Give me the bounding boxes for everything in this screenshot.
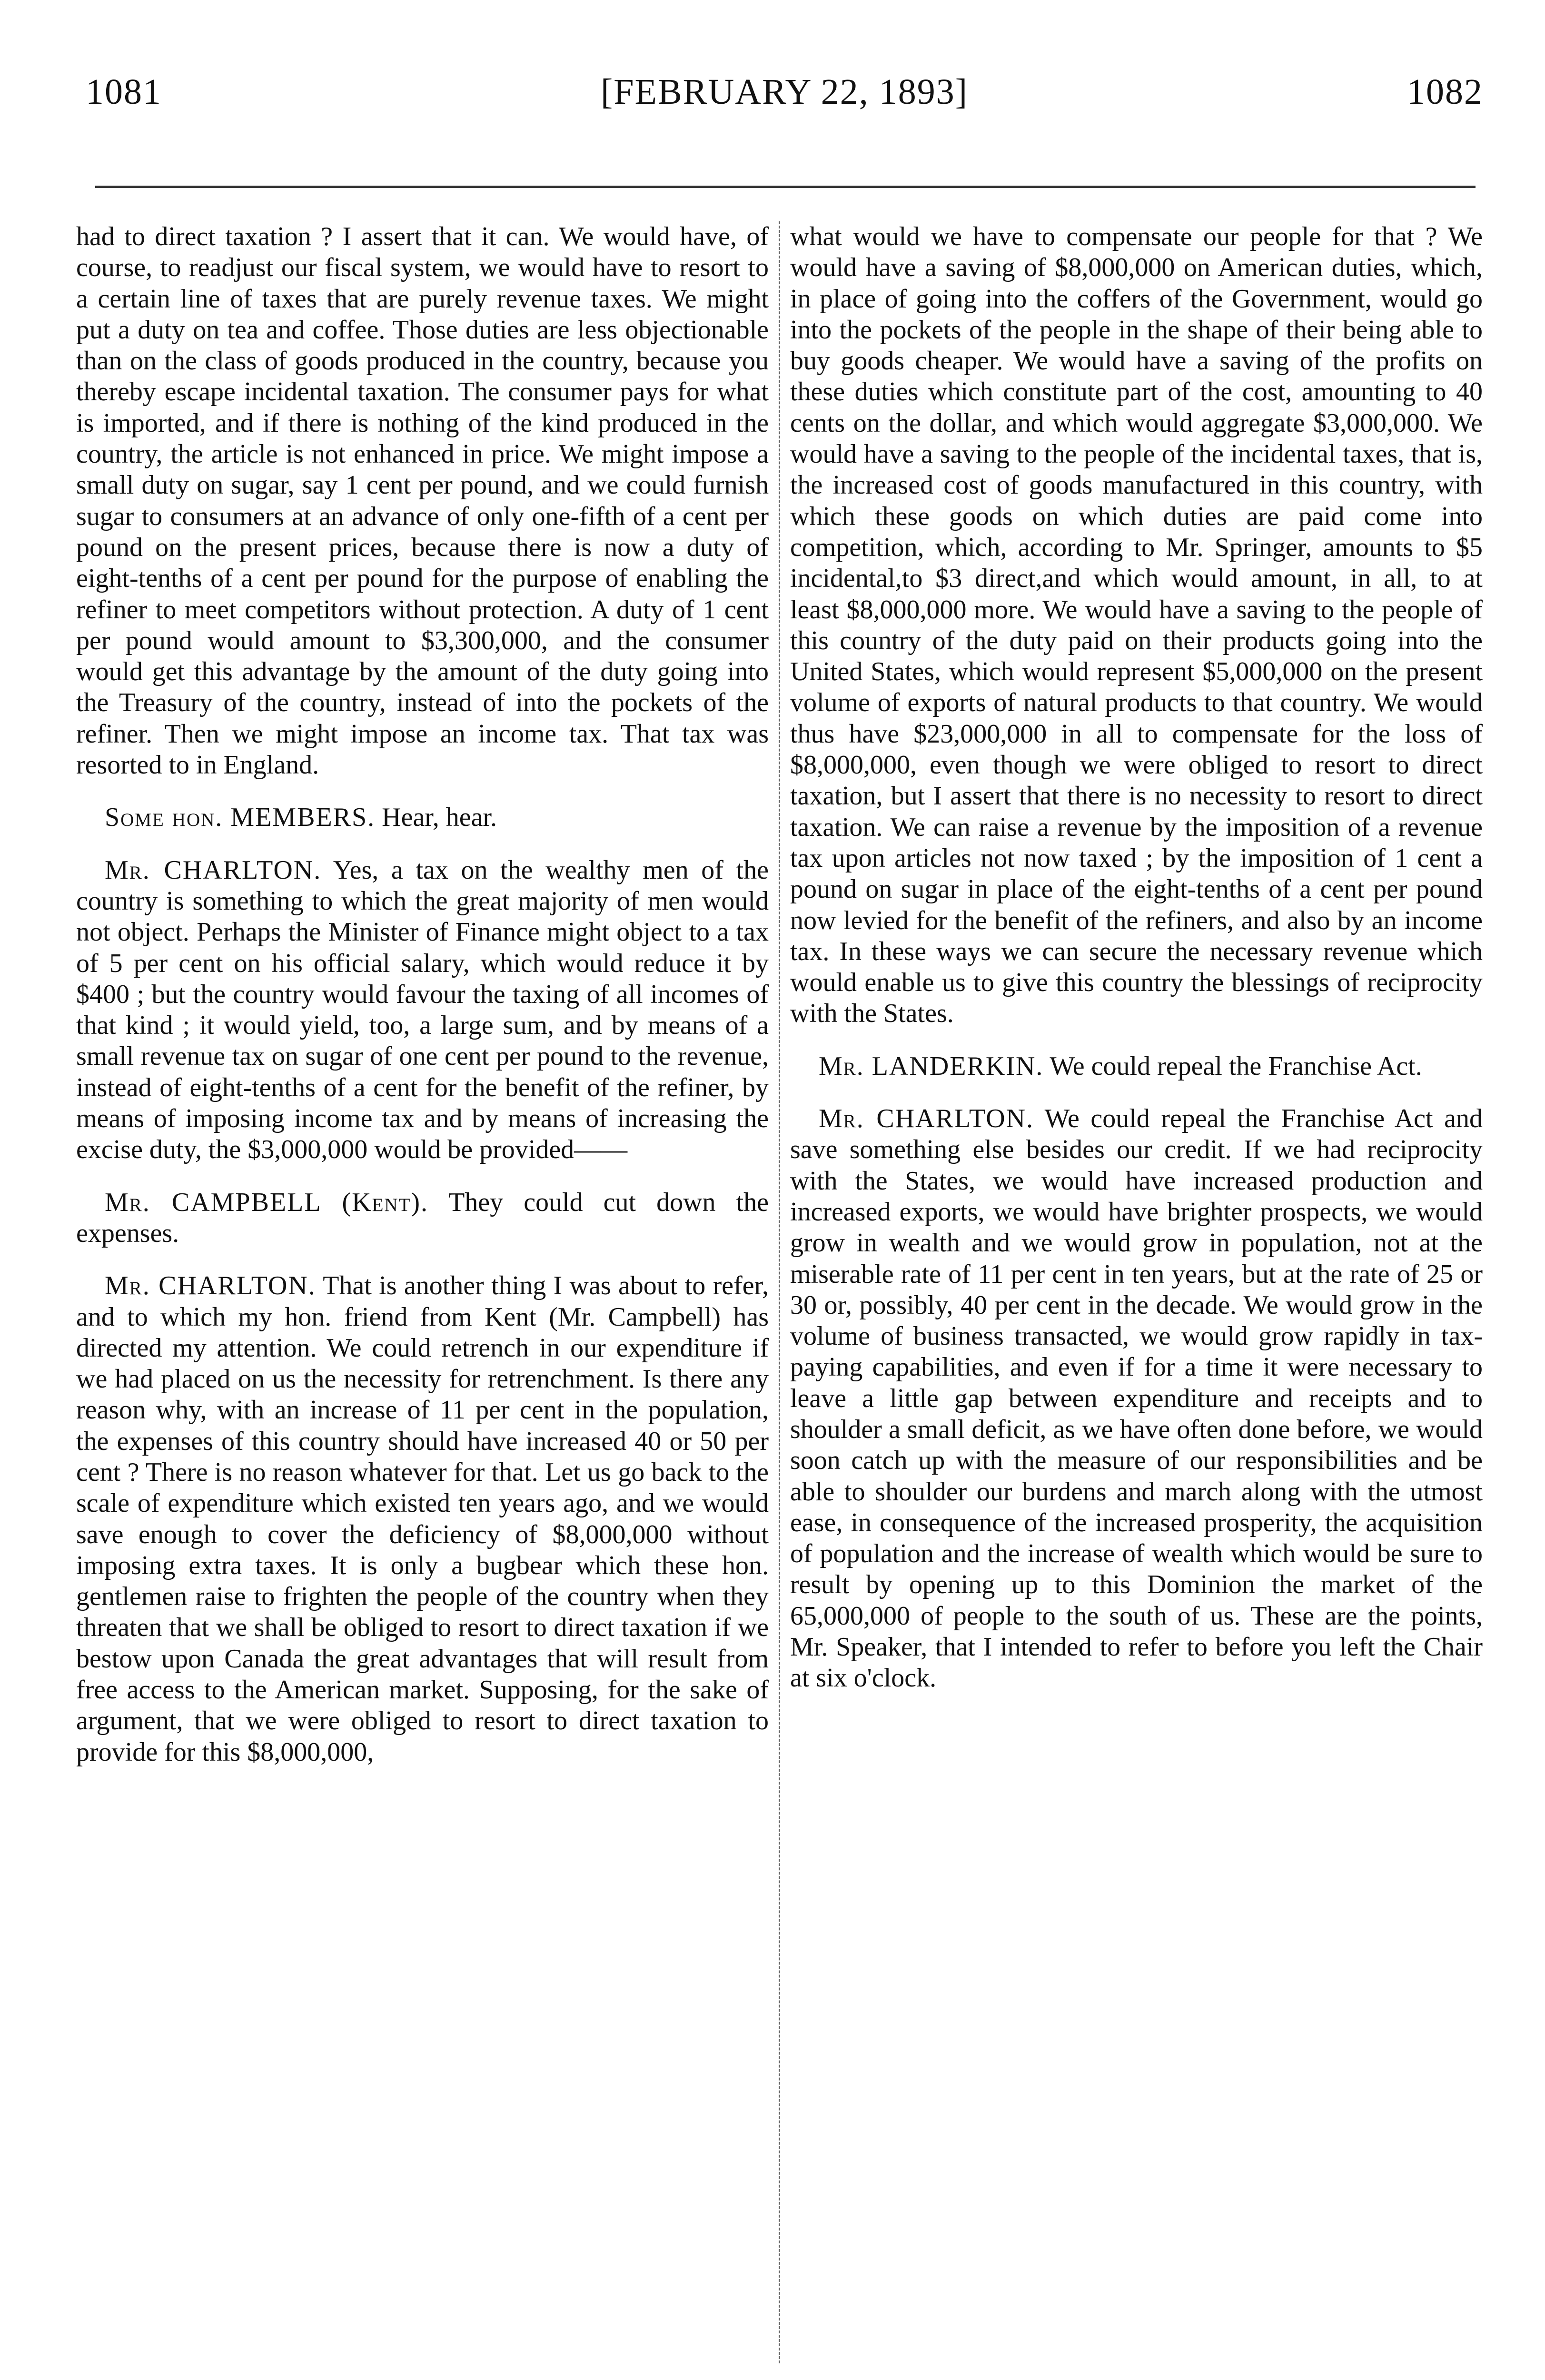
page-number-left: 1081 xyxy=(86,72,162,112)
speech-text: They could cut down the expenses. xyxy=(76,1187,769,1248)
left-column xyxy=(76,221,769,2380)
interjection-landerkin xyxy=(790,1051,1483,1082)
right-paragraph-continued: what would we have to compensate our people for that ? We would have a saving of $8,000,000 on American duties, which, in place of going into the coffers of the Government, would go into the pockets of the people in the shape of their being able to buy goods cheaper. We would have a saving of the profits on these duties which constitute part of the cost, amounting to 40 cents on the dollar, and which would aggregate $3,000,000. We would have a saving to the people of the incidental taxes, that is, the increased cost of goods manufactured in this country, with which these goods on which duties are paid come into competition, which, according to Mr. Springer, amounts to $5 incidental,to $3 direct,and which would amount, in all, to at least $8,000,000 more. We would have a saving to the people of this country of the duty paid on their products going into the United States, which would represent $5,000,000 on the present volume of exports of natural products to that country. We would thus have $23,000,000 in all to compensate for the loss of $8,000,000, even though we were obliged to resort to direct taxation, but I assert that there is no necessity to resort to direct taxation. We can raise a revenue by the imposition of a revenue tax upon articles not now taxed ; by the imposition of 1 cent a pound on sugar in place of the eight-tenths of a cent per pound now levied for the benefit of the refiners, and also by an income tax. In these ways we can secure the necessary revenue which would enable us to give this country the blessings of reciprocity with the States. xyxy=(790,222,1483,1029)
speaker-name: Mr. LANDERKIN. xyxy=(819,1051,1044,1081)
speech-charlton xyxy=(76,1270,769,1768)
speaker-name: Some hon. MEMBERS. xyxy=(105,803,376,833)
speaker-name: Mr. CAMPBELL (Kent). xyxy=(105,1187,429,1217)
right-column xyxy=(790,221,1483,2380)
speaker-name: Mr. CHARLTON. xyxy=(819,1104,1034,1134)
speech-text: Yes, a tax on the wealthy men of the country is something to which the great majority of men would not object. Perhaps the Minister of Finance might object to a tax of 5 per cent on his official salary, which would reduce it by $400 ; but the country would favour the taxing of all incomes of that kind ; it would yield, too, a large sum, and by means of a small revenue tax on sugar of one cent per pound to the revenue, instead of eight-tenths of a cent for the benefit of the refiner, by means of imposing income tax and by means of increasing the excise duty, the $3,000,000 would be provided—— xyxy=(76,855,769,1165)
speech-text: That is another thing I was about to refer, and to which my hon. friend from Kent (Mr. Campbell) has directed my attention. We could retrench in our expenditure if we had placed on us the necessity for retrenchment. Is there any reason why, with an increase of 11 per cent in the population, the expenses of this country should have increased 40 or 50 per cent ? There is no reason whatever for that. Let us go back to the scale of expenditure which existed ten years ago, and we would save enough to cover the deficiency of $8,000,000 without imposing extra taxes. It is only a bugbear which these hon. gentlemen raise to frighten the people of the country when they threaten that we shall be obliged to resort to direct taxation if we bestow upon Canada the great advantages that will result from free access to the American market. Supposing, for the sake of argument, that we were obliged to resort to direct taxation to provide for this $8,000,000, xyxy=(76,1271,769,1767)
header-date: [FEBRUARY 22, 1893] xyxy=(600,72,969,112)
interjection-hon-members xyxy=(76,802,769,833)
header-rule xyxy=(95,186,1476,188)
page-header xyxy=(86,71,1483,124)
speaker-name: Mr. CHARLTON. xyxy=(105,1271,316,1301)
speaker-name: Mr. CHARLTON. xyxy=(105,855,322,885)
speech-charlton xyxy=(790,1103,1483,1694)
speech-text: Hear, hear. xyxy=(375,803,497,833)
speech-text: We could repeal the Franchise Act and save something else besides our credit. If we had reciprocity with the States, we would have increased production and increased exports, we would have brighter prospects, we would grow in wealth and we would grow in population, not at the miserable rate of 11 per cent in ten years, but at the rate of 25 or 30 or, possibly, 40 per cent in the decade. We would grow in the volume of business transacted, we would grow rapidly in tax-paying capabilities, and even if for a time it were necessary to leave a little gap between expenditure and receipts and to shoulder a small deficit, as we have often done before, we would soon catch up with the measure of our responsibilities and be able to shoulder our burdens and march along with the utmost ease, in consequence of the increased prosperity, the acquisition of population and the increase of wealth which would be sure to result by opening up to this Dominion the market of the 65,000,000 of people to the south of us. These are the points, Mr. Speaker, that I intended to refer to before you left the Chair at six o'clock. xyxy=(790,1104,1483,1693)
speech-charlton xyxy=(76,855,769,1166)
column-divider xyxy=(779,221,780,2363)
speech-text: We could repeal the Franchise Act. xyxy=(1043,1051,1422,1081)
interjection-campbell xyxy=(76,1187,769,1250)
page-number-right: 1082 xyxy=(1407,72,1483,112)
left-paragraph-continued: had to direct taxation ? I assert that it can. We would have, of course, to readjust our fiscal system, we would have to resort to a certain line of taxes that are purely revenue taxes. We might put a duty on tea and coffee. Those duties are less objectionable than on the class of goods produced in the country, because you thereby escape incidental taxation. The consumer pays for what is imported, and if there is nothing of the kind produced in the country, the article is not enhanced in price. We might impose a small duty on sugar, say 1 cent per pound, and we could furnish sugar to consumers at an advance of only one-fifth of a cent per pound on the present prices, because there is now a duty of eight-tenths of a cent per pound for the purpose of enabling the refiner to meet competitors without protection. A duty of 1 cent per pound would amount to $3,300,000, and the consumer would get this advantage by the amount of the duty going into the Treasury of the country, instead of into the pockets of the refiner. Then we might impose an income tax. That tax was resorted to in England. xyxy=(76,222,769,780)
